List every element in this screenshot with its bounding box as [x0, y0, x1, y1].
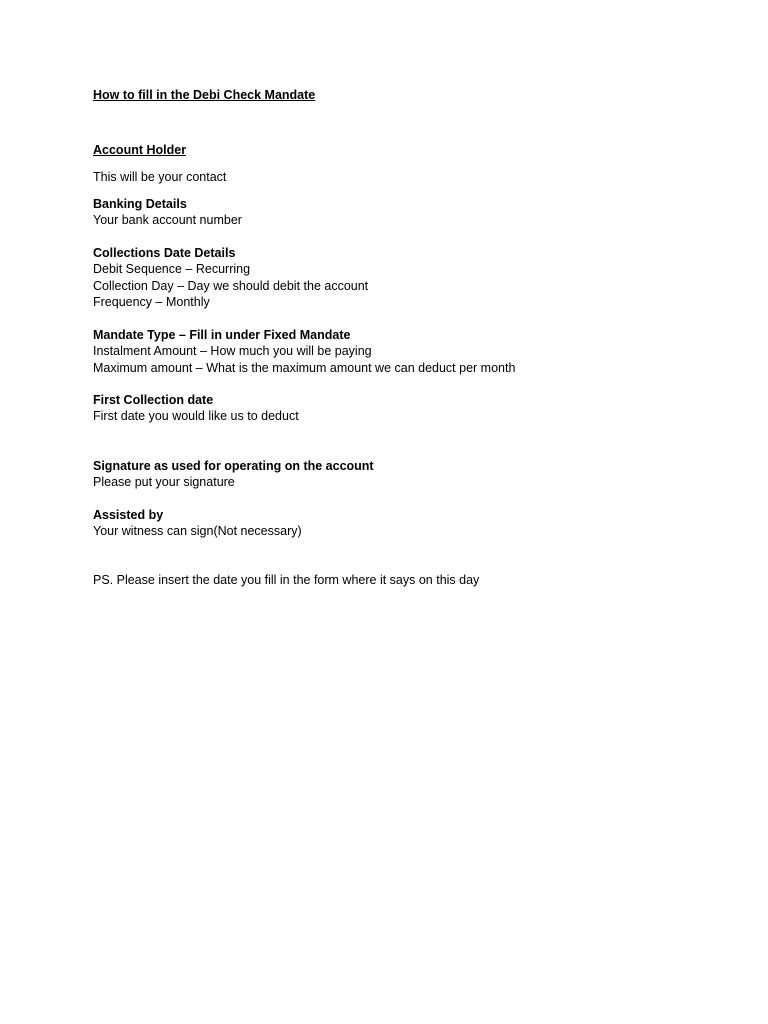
section-line: Please put your signature — [93, 475, 235, 490]
section-heading: Assisted by — [93, 508, 164, 522]
section-line: This will be your contact — [93, 170, 227, 184]
section-signature — [93, 458, 733, 491]
section-line: Collection Day – Day we should debit the account — [93, 278, 369, 293]
section-account-holder — [93, 142, 733, 158]
footnote: PS. Please insert the date you fill in the form where it says on this day — [93, 573, 480, 587]
section-line: Your bank account number — [93, 213, 242, 228]
section-mandate-type — [93, 327, 733, 376]
section-first-collection-date — [93, 392, 733, 425]
section-line: Maximum amount – What is the maximum amount we can deduct per month — [93, 360, 516, 375]
section-collections-date-details — [93, 245, 733, 310]
section-heading: Mandate Type – Fill in under Fixed Mandate — [93, 328, 351, 342]
section-heading: Collections Date Details — [93, 246, 236, 260]
section-heading: Signature as used for operating on the account — [93, 459, 374, 473]
section-banking-details — [93, 196, 733, 229]
section-line: Frequency – Monthly — [93, 294, 210, 309]
section-line: Instalment Amount – How much you will be paying — [93, 344, 372, 359]
section-heading: Account Holder — [93, 143, 187, 157]
section-heading: Banking Details — [93, 197, 187, 211]
section-assisted-by — [93, 507, 733, 540]
section-line: Debit Sequence – Recurring — [93, 262, 251, 277]
section-line: Your witness can sign(Not necessary) — [93, 524, 302, 539]
section-account-holder-body — [93, 169, 733, 185]
section-line: First date you would like us to deduct — [93, 409, 299, 424]
document-title: How to fill in the Debi Check Mandate — [93, 88, 316, 102]
section-heading: First Collection date — [93, 393, 214, 407]
